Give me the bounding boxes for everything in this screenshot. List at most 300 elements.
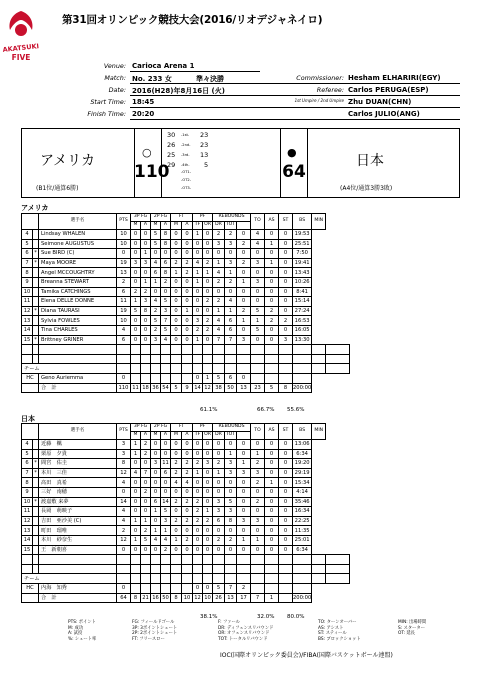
player-number: 15 xyxy=(22,545,33,555)
total-cell: 200:00 xyxy=(293,594,312,601)
stat-cell: 2 xyxy=(213,230,225,240)
stat-cell: 7:50 xyxy=(293,249,312,259)
stat-cell: 0 xyxy=(279,516,293,526)
player-row xyxy=(22,316,350,326)
hc-stat-cell xyxy=(293,583,312,593)
empty-row xyxy=(22,564,350,574)
stat-cell: 0 xyxy=(251,335,265,345)
legend-item: OT: 延長 xyxy=(398,631,415,637)
stat-cell: 0 xyxy=(141,545,151,555)
sub-header-cell: M xyxy=(171,432,182,440)
empty-cell xyxy=(213,555,225,565)
stat-cell: 2 xyxy=(193,459,203,469)
stat-cell: 1 xyxy=(141,277,151,287)
stat-cell: 11:35 xyxy=(293,526,312,536)
hc-stat-cell: 0 xyxy=(193,583,203,593)
stat-cell: 10 xyxy=(117,239,131,249)
stat-cell: 0 xyxy=(203,478,213,488)
stat-cell: 1 xyxy=(193,230,203,240)
stat-cell: 3 xyxy=(131,258,141,268)
akatsuki-five-logo xyxy=(2,10,40,68)
total-cell: 23 xyxy=(251,383,265,393)
stat-cell: 0 xyxy=(265,526,279,536)
total-blank xyxy=(22,383,39,393)
stat-cell: 2 xyxy=(237,258,251,268)
stat-cell: 0 xyxy=(279,268,293,278)
header-cell: MIN xyxy=(312,214,326,230)
stat-cell: 8 xyxy=(161,230,171,240)
stat-cell: 0 xyxy=(182,316,193,326)
total-cell: 8 xyxy=(131,593,141,603)
player-number: 8 xyxy=(22,478,33,488)
empty-cell xyxy=(117,555,131,565)
stat-cell: 0 xyxy=(141,239,151,249)
stat-cell: 0 xyxy=(151,487,161,497)
player-row xyxy=(22,545,350,555)
stat-cell: 1 xyxy=(265,239,279,249)
stat-cell: 2 xyxy=(225,230,237,240)
stat-cell: 0 xyxy=(237,507,251,517)
stat-cell: 0 xyxy=(279,478,293,488)
team-stat-cell xyxy=(131,364,141,374)
empty-cell xyxy=(326,354,350,364)
ot1-label: -OT1- xyxy=(181,170,192,174)
stat-cell: 0 xyxy=(279,459,293,469)
total-cell: 10 xyxy=(182,593,193,603)
team-stat-cell xyxy=(151,364,161,374)
starter-mark: * xyxy=(34,260,37,267)
stat-cell: 0 xyxy=(265,297,279,307)
finish-time-value: 20:20 xyxy=(132,110,155,118)
sub-header-cell: A xyxy=(161,222,171,230)
stat-cell: 0 xyxy=(265,449,279,459)
empty-cell xyxy=(225,354,237,364)
hc-stat-cell xyxy=(182,583,193,593)
stat-cell: 1 xyxy=(213,258,225,268)
team-a-record: (B1位/通算6勝) xyxy=(36,185,79,192)
stat-cell: 0 xyxy=(265,507,279,517)
stat-cell: 1 xyxy=(193,468,203,478)
stat-cell: 0 xyxy=(265,268,279,278)
team-stat-cell xyxy=(213,574,225,584)
header-cell: 選手名 xyxy=(39,214,117,230)
stat-cell: 0 xyxy=(203,239,213,249)
empty-cell xyxy=(171,354,182,364)
stat-cell: 0 xyxy=(265,516,279,526)
team-stat-cell xyxy=(279,574,293,584)
stat-cell: 4 xyxy=(131,468,141,478)
player-name: 三好 南穂 xyxy=(39,487,117,497)
stat-cell: 1 xyxy=(225,268,237,278)
stat-cell: 0 xyxy=(161,287,171,297)
stat-cell: 3 xyxy=(251,277,265,287)
stat-cell: 19 xyxy=(117,258,131,268)
stat-cell: 6 xyxy=(213,516,225,526)
stat-cell: 10 xyxy=(117,316,131,326)
starter-mark: * xyxy=(34,250,37,257)
team-stat-cell xyxy=(182,574,193,584)
legend-item: PTS: ポイント xyxy=(68,620,96,625)
stat-cell: 2 xyxy=(193,516,203,526)
stat-cell: 2 xyxy=(131,287,141,297)
stat-cell: 1 xyxy=(251,535,265,545)
stat-cell: 0 xyxy=(171,526,182,536)
stat-cell: 5 xyxy=(131,306,141,316)
hc-stat-cell: 0 xyxy=(237,373,251,383)
svg-text:FIVE: FIVE xyxy=(11,53,31,62)
player-number: 4 xyxy=(22,230,33,240)
player-number: 14 xyxy=(22,535,33,545)
stat-cell: 0 xyxy=(279,258,293,268)
empty-cell xyxy=(251,555,265,565)
stat-cell: 2 xyxy=(151,306,161,316)
player-name: Tamika CATCHINGS xyxy=(39,287,117,297)
team-stat-cell xyxy=(193,364,203,374)
empty-cell xyxy=(265,345,279,355)
empty-cell xyxy=(131,345,141,355)
stat-cell: 0 xyxy=(203,535,213,545)
total-row xyxy=(22,383,350,393)
stat-cell: 2 xyxy=(251,459,265,469)
empty-cell xyxy=(117,345,131,355)
total-cell: 64 xyxy=(117,593,131,603)
team-stat-cell xyxy=(251,364,265,374)
stat-cell: 0 xyxy=(237,297,251,307)
stat-cell: 4 xyxy=(225,297,237,307)
hc-stat-cell xyxy=(279,583,293,593)
stat-cell: 3 xyxy=(203,459,213,469)
stat-cell: 2 xyxy=(141,526,151,536)
stat-cell: 1 xyxy=(237,316,251,326)
stat-cell: 0 xyxy=(279,468,293,478)
stat-cell: 3 xyxy=(225,507,237,517)
stat-cell: 2 xyxy=(171,459,182,469)
q3-b: 13 xyxy=(200,151,209,159)
sub-header-cell: A xyxy=(141,432,151,440)
stat-cell: 2 xyxy=(161,277,171,287)
stat-cell: 6 xyxy=(161,258,171,268)
team-stat-cell xyxy=(161,574,171,584)
stat-cell: 2 xyxy=(213,535,225,545)
stat-cell: 0 xyxy=(151,440,161,450)
stat-cell: 0 xyxy=(279,306,293,316)
empty-cell xyxy=(117,564,131,574)
header-cell: TO xyxy=(251,214,265,230)
sub-header-cell: TOT xyxy=(225,432,237,440)
stat-cell: 2 xyxy=(171,497,182,507)
stat-cell: 0 xyxy=(203,440,213,450)
stat-cell: 1 xyxy=(151,277,161,287)
team-stat-cell xyxy=(171,364,182,374)
stat-cell: 0 xyxy=(141,507,151,517)
stat-cell: 0 xyxy=(151,249,161,259)
total-cell: 16 xyxy=(152,594,159,601)
stat-cell: 2 xyxy=(141,487,151,497)
player-row xyxy=(22,526,350,536)
stat-cell: 3 xyxy=(237,335,251,345)
team-stat-cell xyxy=(293,574,312,584)
empty-cell xyxy=(213,564,225,574)
player-name: Tina CHARLES xyxy=(39,325,117,335)
empty-cell xyxy=(161,354,171,364)
empty-cell xyxy=(293,564,312,574)
stat-cell: 3 xyxy=(251,468,265,478)
stat-cell: 2 xyxy=(251,497,265,507)
stat-cell: 4 xyxy=(117,478,131,488)
total-blank xyxy=(22,593,39,603)
date-label: Date: xyxy=(108,86,126,94)
stat-cell: 0 xyxy=(213,526,225,536)
stat-cell: 0 xyxy=(279,545,293,555)
win-mark: ○ xyxy=(142,146,152,159)
player-row xyxy=(22,468,350,478)
legend-item: TOT: トータルリバウンド xyxy=(218,636,268,642)
empty-cell xyxy=(161,564,171,574)
empty-cell xyxy=(193,354,203,364)
legend-item: OR: オフェンスリバウンド xyxy=(218,631,270,637)
stat-cell: 6 xyxy=(225,316,237,326)
stat-cell: 4 xyxy=(151,535,161,545)
stat-cell: 0 xyxy=(213,545,225,555)
stat-cell: 4 xyxy=(117,325,131,335)
team-stat-cell xyxy=(182,364,193,374)
stat-cell: 3 xyxy=(225,459,237,469)
stat-cell: 0 xyxy=(141,316,151,326)
stat-cell: 19:41 xyxy=(293,258,312,268)
usa-2p-pct: 66.7% xyxy=(257,407,275,413)
stat-cell: 3 xyxy=(141,297,151,307)
player-row xyxy=(22,459,350,469)
total-cell: 13 xyxy=(225,593,237,603)
umpire1-value: Zhu DUAN(CHN) xyxy=(348,98,412,106)
stat-cell: 15:14 xyxy=(293,297,312,307)
stat-cell: 8 xyxy=(161,268,171,278)
stat-cell: 0 xyxy=(265,335,279,345)
header-cell: ST xyxy=(279,424,293,440)
stat-cell: 0 xyxy=(203,249,213,259)
empty-cell xyxy=(22,564,33,574)
player-name: Lindsay WHALEN xyxy=(39,230,117,240)
stat-cell: 2 xyxy=(213,277,225,287)
header-cell: BS xyxy=(293,424,312,440)
q2-b: 23 xyxy=(200,141,209,149)
empty-cell xyxy=(39,354,117,364)
stat-cell: 13:43 xyxy=(293,268,312,278)
stat-cell: 0 xyxy=(237,440,251,450)
stat-cell: 0 xyxy=(182,230,193,240)
svg-text:AKATSUKI: AKATSUKI xyxy=(2,42,40,54)
stat-cell: 0 xyxy=(203,287,213,297)
stat-cell: 5 xyxy=(161,325,171,335)
hc-stat-cell: 0 xyxy=(203,583,213,593)
stat-cell: 1 xyxy=(213,306,225,316)
empty-cell xyxy=(312,555,326,565)
total-cell: 9 xyxy=(182,383,193,393)
player-number: 9 xyxy=(22,277,33,287)
stat-cell: 0 xyxy=(279,526,293,536)
empty-cell xyxy=(203,354,213,364)
empty-cell xyxy=(237,354,251,364)
player-number: 8 xyxy=(22,268,33,278)
stat-cell: 27:24 xyxy=(293,306,312,316)
team-stat-cell xyxy=(171,574,182,584)
empty-cell xyxy=(203,345,213,355)
empty-cell xyxy=(265,354,279,364)
header-cell xyxy=(22,424,39,440)
stat-cell: 5 xyxy=(141,535,151,545)
stat-cell: 0 xyxy=(182,335,193,345)
stat-cell: 2 xyxy=(182,268,193,278)
player-number: 12 xyxy=(22,516,33,526)
stat-cell: 0 xyxy=(171,335,182,345)
stat-cell: 0 xyxy=(182,297,193,307)
stat-cell: 0 xyxy=(151,468,161,478)
stat-cell: 8:41 xyxy=(293,287,312,297)
stat-cell: 2 xyxy=(141,440,151,450)
player-name: Elena DELLE DONNE xyxy=(39,297,117,307)
stat-cell: 11 xyxy=(162,460,169,467)
stat-cell: 0 xyxy=(265,249,279,259)
head-coach-row xyxy=(22,373,350,383)
team-b-name: 日本 xyxy=(356,153,384,169)
stat-cell: 5 xyxy=(151,239,161,249)
stat-cell: 10 xyxy=(117,230,131,240)
player-number: 14 xyxy=(22,325,33,335)
header-cell: 2P FG xyxy=(151,214,171,222)
legend-item: FG: フィールドゴール xyxy=(132,620,175,625)
stat-cell: 0 xyxy=(141,459,151,469)
stat-cell: 0 xyxy=(265,440,279,450)
legend-item: BS: ブロックショット xyxy=(318,636,361,642)
stat-cell: 2 xyxy=(161,545,171,555)
sub-header-cell: DR xyxy=(213,222,225,230)
total-cell: 13 xyxy=(237,383,251,393)
stat-cell: 13:06 xyxy=(293,440,312,450)
header-cell: TO xyxy=(251,424,265,440)
stat-cell: 1 xyxy=(151,526,161,536)
hc-stat-cell xyxy=(131,373,141,383)
stat-cell: 0 xyxy=(117,487,131,497)
stat-cell: 0 xyxy=(182,507,193,517)
stat-cell: 13 xyxy=(117,268,131,278)
stat-cell: 6 xyxy=(117,335,131,345)
player-name: 王 新朝喜 xyxy=(39,545,117,555)
stat-cell: 1 xyxy=(161,526,171,536)
stat-cell: 4 xyxy=(171,478,182,488)
team-stat-cell xyxy=(151,574,161,584)
empty-cell xyxy=(279,354,293,364)
player-number: 6 xyxy=(22,249,33,259)
empty-cell xyxy=(265,555,279,565)
team-stat-cell xyxy=(265,574,279,584)
stat-cell: 3 xyxy=(117,440,131,450)
empty-cell xyxy=(171,564,182,574)
legend-item: MIN: 出場時間 xyxy=(398,620,427,625)
stat-cell: 0 xyxy=(203,277,213,287)
total-cell: 1 xyxy=(265,593,279,603)
stat-cell: 3 xyxy=(237,468,251,478)
stat-cell: 0 xyxy=(171,487,182,497)
stat-cell: 0 xyxy=(171,306,182,316)
total-cell: 10 xyxy=(204,594,211,601)
empty-cell xyxy=(213,354,225,364)
player-name: Sylvia FOWLES xyxy=(39,316,117,326)
total-cell: 8 xyxy=(171,593,182,603)
stat-cell: 0 xyxy=(171,545,182,555)
stat-cell: 0 xyxy=(182,526,193,536)
stat-cell: 3 xyxy=(279,335,293,345)
stat-cell: 1 xyxy=(225,449,237,459)
loss-mark: ● xyxy=(287,146,297,159)
referee-value: Carlos PERUGA(ESP) xyxy=(348,86,429,94)
sub-header-cell: M xyxy=(131,222,141,230)
stat-cell: 0 xyxy=(203,449,213,459)
stat-cell: 0 xyxy=(279,440,293,450)
stat-cell: 1 xyxy=(131,449,141,459)
stat-cell: 0 xyxy=(182,487,193,497)
header-cell: ST xyxy=(279,214,293,230)
stat-cell: 0 xyxy=(193,478,203,488)
total-cell: 8 xyxy=(279,383,293,393)
stat-cell: 25:51 xyxy=(293,239,312,249)
team-stat-cell xyxy=(251,574,265,584)
stat-cell: 2 xyxy=(213,459,225,469)
legend-item: M: 成功 xyxy=(68,625,84,631)
stat-cell: 2 xyxy=(203,516,213,526)
stat-cell: 5 xyxy=(161,507,171,517)
empty-cell xyxy=(161,555,171,565)
stat-cell: 0 xyxy=(193,239,203,249)
header-cell: AS xyxy=(265,424,279,440)
hc-stat-cell xyxy=(151,583,161,593)
team-stat-cell xyxy=(117,364,131,374)
team-stat-cell xyxy=(237,574,251,584)
header-cell xyxy=(22,214,39,230)
team-stat-cell xyxy=(141,364,151,374)
empty-cell xyxy=(293,354,312,364)
total-row xyxy=(22,593,350,603)
player-row xyxy=(22,287,350,297)
stat-cell: 3 xyxy=(193,316,203,326)
player-number: 4 xyxy=(22,440,33,450)
empty-row xyxy=(22,354,350,364)
player-number: 10 xyxy=(22,287,33,297)
stat-cell: 0 xyxy=(265,230,279,240)
stat-cell: 0 xyxy=(225,487,237,497)
stat-cell: 0 xyxy=(203,497,213,507)
stat-cell: 2 xyxy=(237,306,251,316)
start-time-value: 18:45 xyxy=(132,98,155,106)
empty-cell xyxy=(193,555,203,565)
referee-label: Referee: xyxy=(316,86,344,94)
stat-cell: 0 xyxy=(193,526,203,536)
stat-cell: 0 xyxy=(141,497,151,507)
japan-ft-pct: 80.0% xyxy=(287,614,305,620)
stat-cell: 1 xyxy=(131,440,141,450)
stat-cell: 0 xyxy=(161,478,171,488)
stat-cell: 0 xyxy=(279,230,293,240)
hc-label: HC xyxy=(22,583,39,593)
stat-cell: 0 xyxy=(237,249,251,259)
player-name: 吉田 亜沙美 (C) xyxy=(39,516,117,526)
total-cell: 18 xyxy=(142,384,149,391)
stat-cell: 0 xyxy=(131,545,141,555)
stat-cell: 4 xyxy=(193,258,203,268)
stat-cell: 2 xyxy=(141,287,151,297)
stat-cell: 0 xyxy=(203,487,213,497)
player-number: 13 xyxy=(22,316,33,326)
stat-cell: 2 xyxy=(203,297,213,307)
